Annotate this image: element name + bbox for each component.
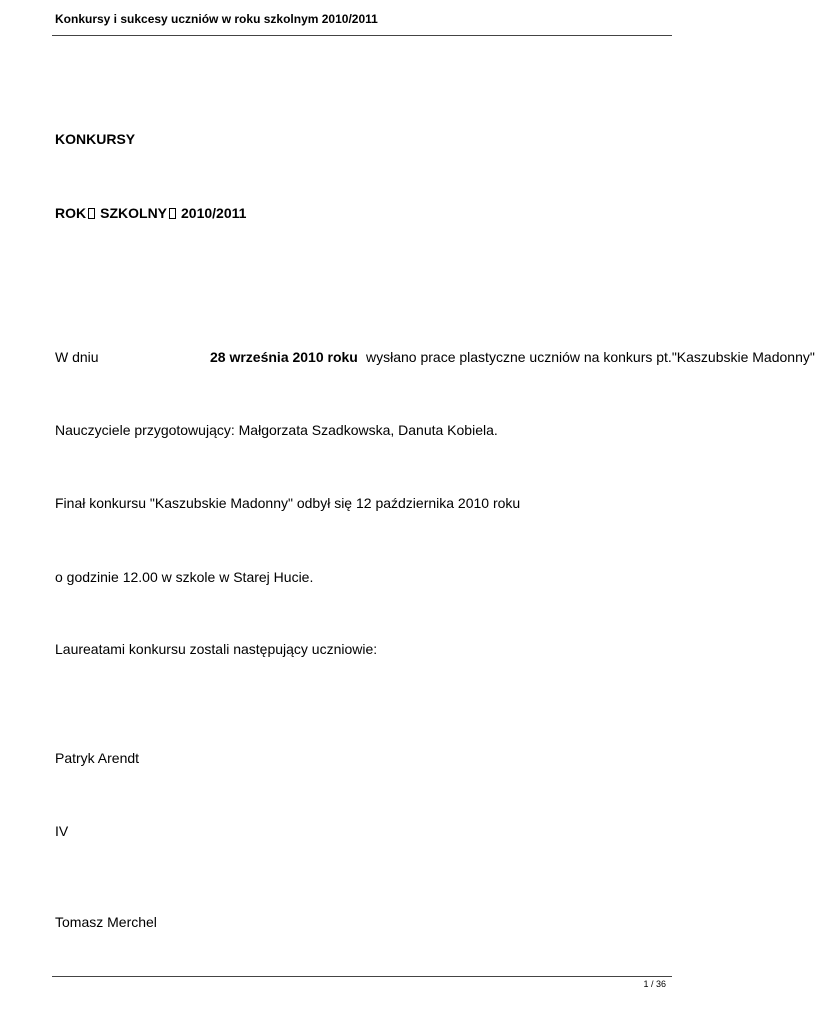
missing-glyph-icon <box>169 208 176 219</box>
student-name: Patryk Arendt <box>55 750 140 766</box>
student-class: IV <box>55 823 69 839</box>
school-year-heading <box>55 204 246 222</box>
laureates-intro: Laureatami konkursu zostali następujący uczniowie: <box>55 641 378 657</box>
student-name: Tomasz Merchel <box>55 914 157 930</box>
date-paragraph <box>55 348 815 366</box>
school-year-szkolny: SZKOLNY <box>100 205 168 221</box>
school-year-value: 2010/2011 <box>181 205 247 221</box>
section-heading: KONKURSY <box>55 131 136 147</box>
page-number: 1 / 36 <box>643 979 666 989</box>
teachers-paragraph: Nauczyciele przygotowujący: Małgorzata Szadkowska, Danuta Kobiela. <box>55 422 498 438</box>
time-place-paragraph: o godzinie 12.00 w szkole w Starej Hucie. <box>55 569 314 585</box>
missing-glyph-icon <box>88 208 95 219</box>
date-prefix: W dniu <box>55 349 99 365</box>
final-paragraph: Finał konkursu "Kaszubskie Madonny" odbył się 12 października 2010 roku <box>55 495 521 511</box>
date-rest-text: wysłano prace plastyczne uczniów na konkurs pt."Kaszubskie Madonny" <box>366 349 815 365</box>
page-header-title: Konkursy i sukcesy uczniów w roku szkolnym 2010/2011 <box>55 12 378 26</box>
date-value: 28 września 2010 roku <box>210 349 358 365</box>
header-divider <box>52 35 672 36</box>
footer-divider <box>52 976 672 977</box>
school-year-rok: ROK <box>55 205 87 221</box>
